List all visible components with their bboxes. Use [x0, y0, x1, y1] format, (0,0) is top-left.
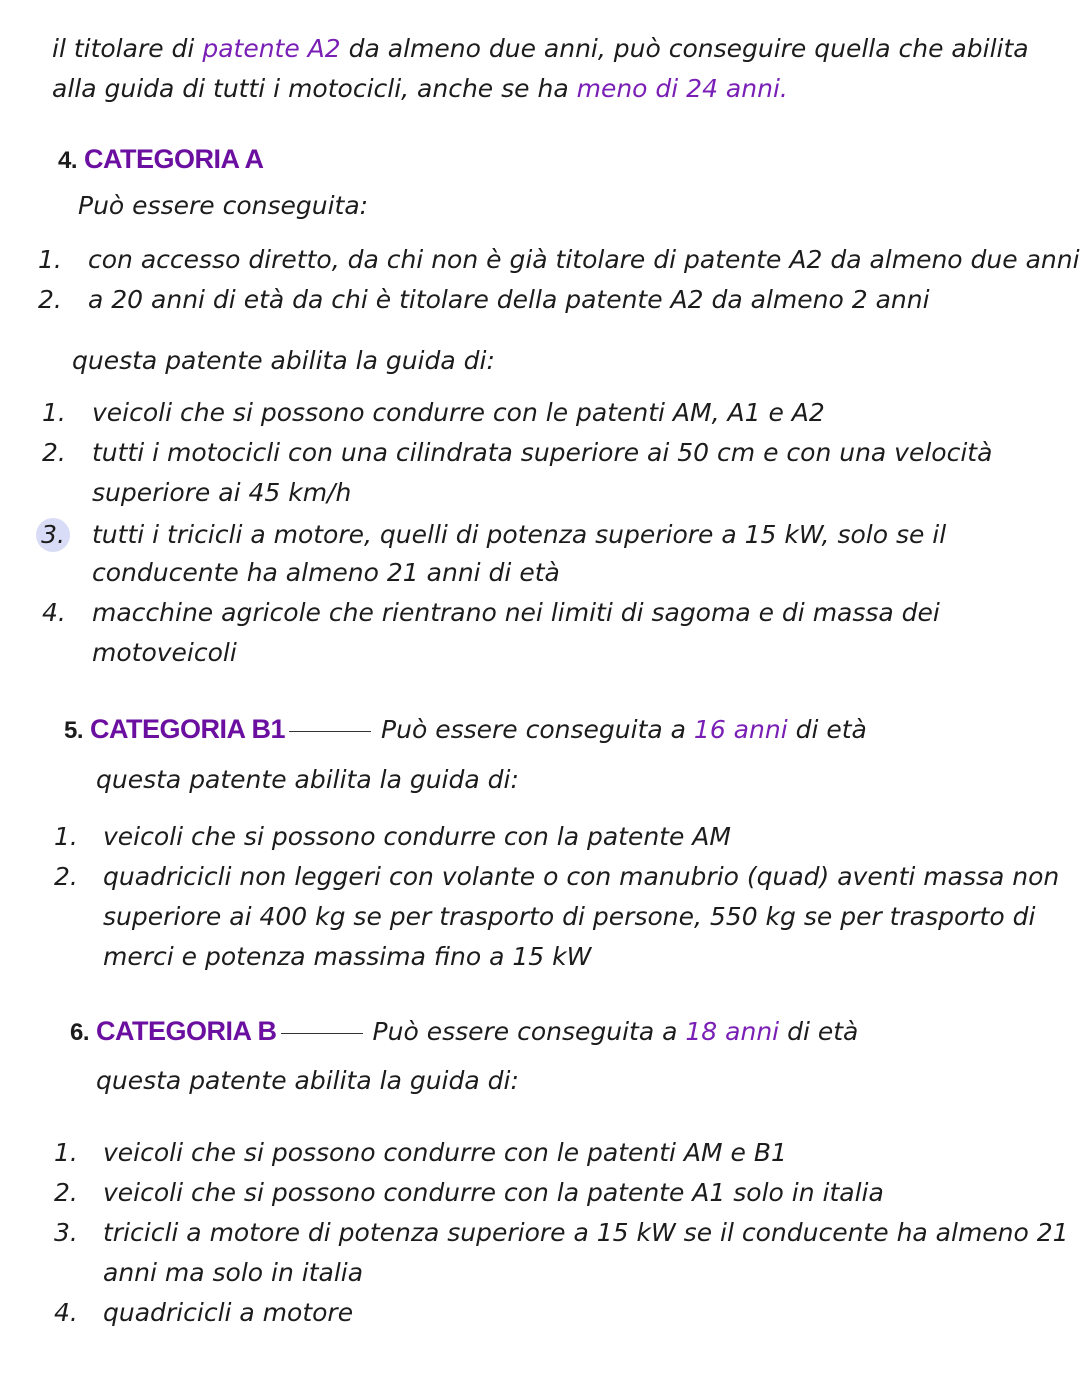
section-number: 6. — [70, 1019, 90, 1046]
intro-highlight: meno di 24 anni. — [576, 74, 788, 103]
list-number: 1. — [38, 245, 62, 274]
list-number: 1. — [54, 1138, 78, 1167]
list-text: veicoli che si possono condurre con la patente A1 solo in italia — [103, 1178, 884, 1207]
section-heading-cat-a — [58, 144, 264, 176]
connector-line — [281, 1033, 363, 1034]
intro-line-2 — [52, 74, 788, 104]
list-text: tutti i tricicli a motore, quelli di potenza superiore a 15 kW, solo se il — [92, 520, 947, 549]
list-item — [54, 822, 731, 852]
list-item — [42, 438, 992, 468]
section-heading-cat-b — [70, 1016, 858, 1048]
list-item — [38, 245, 1080, 275]
list-text: veicoli che si possono condurre con la patente AM — [103, 822, 731, 851]
age-highlight: 16 anni — [693, 715, 788, 744]
list-text-continued: conducente ha almeno 21 anni di età — [92, 558, 560, 587]
list-number: 4. — [54, 1298, 78, 1327]
list-item — [42, 518, 946, 552]
age-text: Può essere conseguita a — [372, 1017, 686, 1046]
list-item — [54, 1138, 787, 1168]
intro-line-1 — [52, 34, 1029, 64]
section-number: 5. — [64, 717, 84, 744]
cat-a-subtitle: Può essere conseguita: — [78, 191, 369, 220]
list-text: tutti i motocicli con una cilindrata superiore ai 50 cm e con una velocità — [92, 438, 993, 467]
section-title: CATEGORIA B — [96, 1016, 277, 1046]
cat-a-abilita: questa patente abilita la guida di: — [72, 346, 495, 375]
list-text: veicoli che si possono condurre con le patenti AM, A1 e A2 — [92, 398, 825, 427]
list-text-continued: superiore ai 400 kg se per trasporto di persone, 550 kg se per trasporto di — [103, 902, 1036, 931]
age-text: Può essere conseguita a — [381, 715, 694, 744]
section-heading-cat-b1 — [64, 714, 867, 746]
list-number: 2. — [54, 862, 78, 891]
section-title: CATEGORIA B1 — [90, 714, 286, 744]
list-text-continued: anni ma solo in italia — [103, 1258, 364, 1287]
list-item — [42, 398, 825, 428]
intro-text: da almeno due anni, può conseguire quella che abilita — [340, 34, 1029, 63]
section-title: CATEGORIA A — [84, 144, 264, 174]
cat-b-abilita: questa patente abilita la guida di: — [96, 1066, 519, 1095]
list-item — [54, 1218, 1069, 1248]
list-number: 2. — [38, 285, 62, 314]
intro-text: il titolare di — [52, 34, 203, 63]
list-item — [54, 862, 1059, 892]
connector-line — [289, 731, 371, 732]
list-text: con accesso diretto, da chi non è già titolare di patente A2 da almeno due anni — [88, 245, 1080, 274]
list-number: 1. — [42, 398, 66, 427]
list-item — [42, 598, 940, 628]
intro-highlight: patente A2 — [202, 34, 341, 63]
list-text-continued: motoveicoli — [92, 638, 237, 667]
highlighted-number-marker: 3. — [36, 518, 70, 552]
intro-text: alla guida di tutti i motocicli, anche se ha — [52, 74, 577, 103]
list-number: 2. — [54, 1178, 78, 1207]
list-text: quadricicli a motore — [103, 1298, 354, 1327]
list-number: 1. — [54, 822, 78, 851]
list-text: a 20 anni di età da chi è titolare della patente A2 da almeno 2 anni — [88, 285, 930, 314]
list-item — [54, 1178, 884, 1208]
list-number: 4. — [42, 598, 66, 627]
list-item — [38, 285, 930, 315]
list-item — [54, 1298, 353, 1328]
section-number: 4. — [58, 147, 78, 174]
list-number: 3. — [54, 1218, 78, 1247]
cat-b1-abilita: questa patente abilita la guida di: — [96, 765, 519, 794]
list-text-continued: superiore ai 45 km/h — [92, 478, 352, 507]
list-text: veicoli che si possono condurre con le patenti AM e B1 — [103, 1138, 787, 1167]
list-text: macchine agricole che rientrano nei limiti di sagoma e di massa dei — [92, 598, 940, 627]
age-text: di età — [779, 1017, 859, 1046]
list-text: quadricicli non leggeri con volante o con manubrio (quad) aventi massa non — [103, 862, 1060, 891]
list-number: 2. — [42, 438, 66, 467]
list-text: tricicli a motore di potenza superiore a 15 kW se il conducente ha almeno 21 — [103, 1218, 1069, 1247]
age-text: di età — [787, 715, 867, 744]
list-text-continued: merci e potenza massima fino a 15 kW — [103, 942, 592, 971]
age-highlight: 18 anni — [685, 1017, 780, 1046]
